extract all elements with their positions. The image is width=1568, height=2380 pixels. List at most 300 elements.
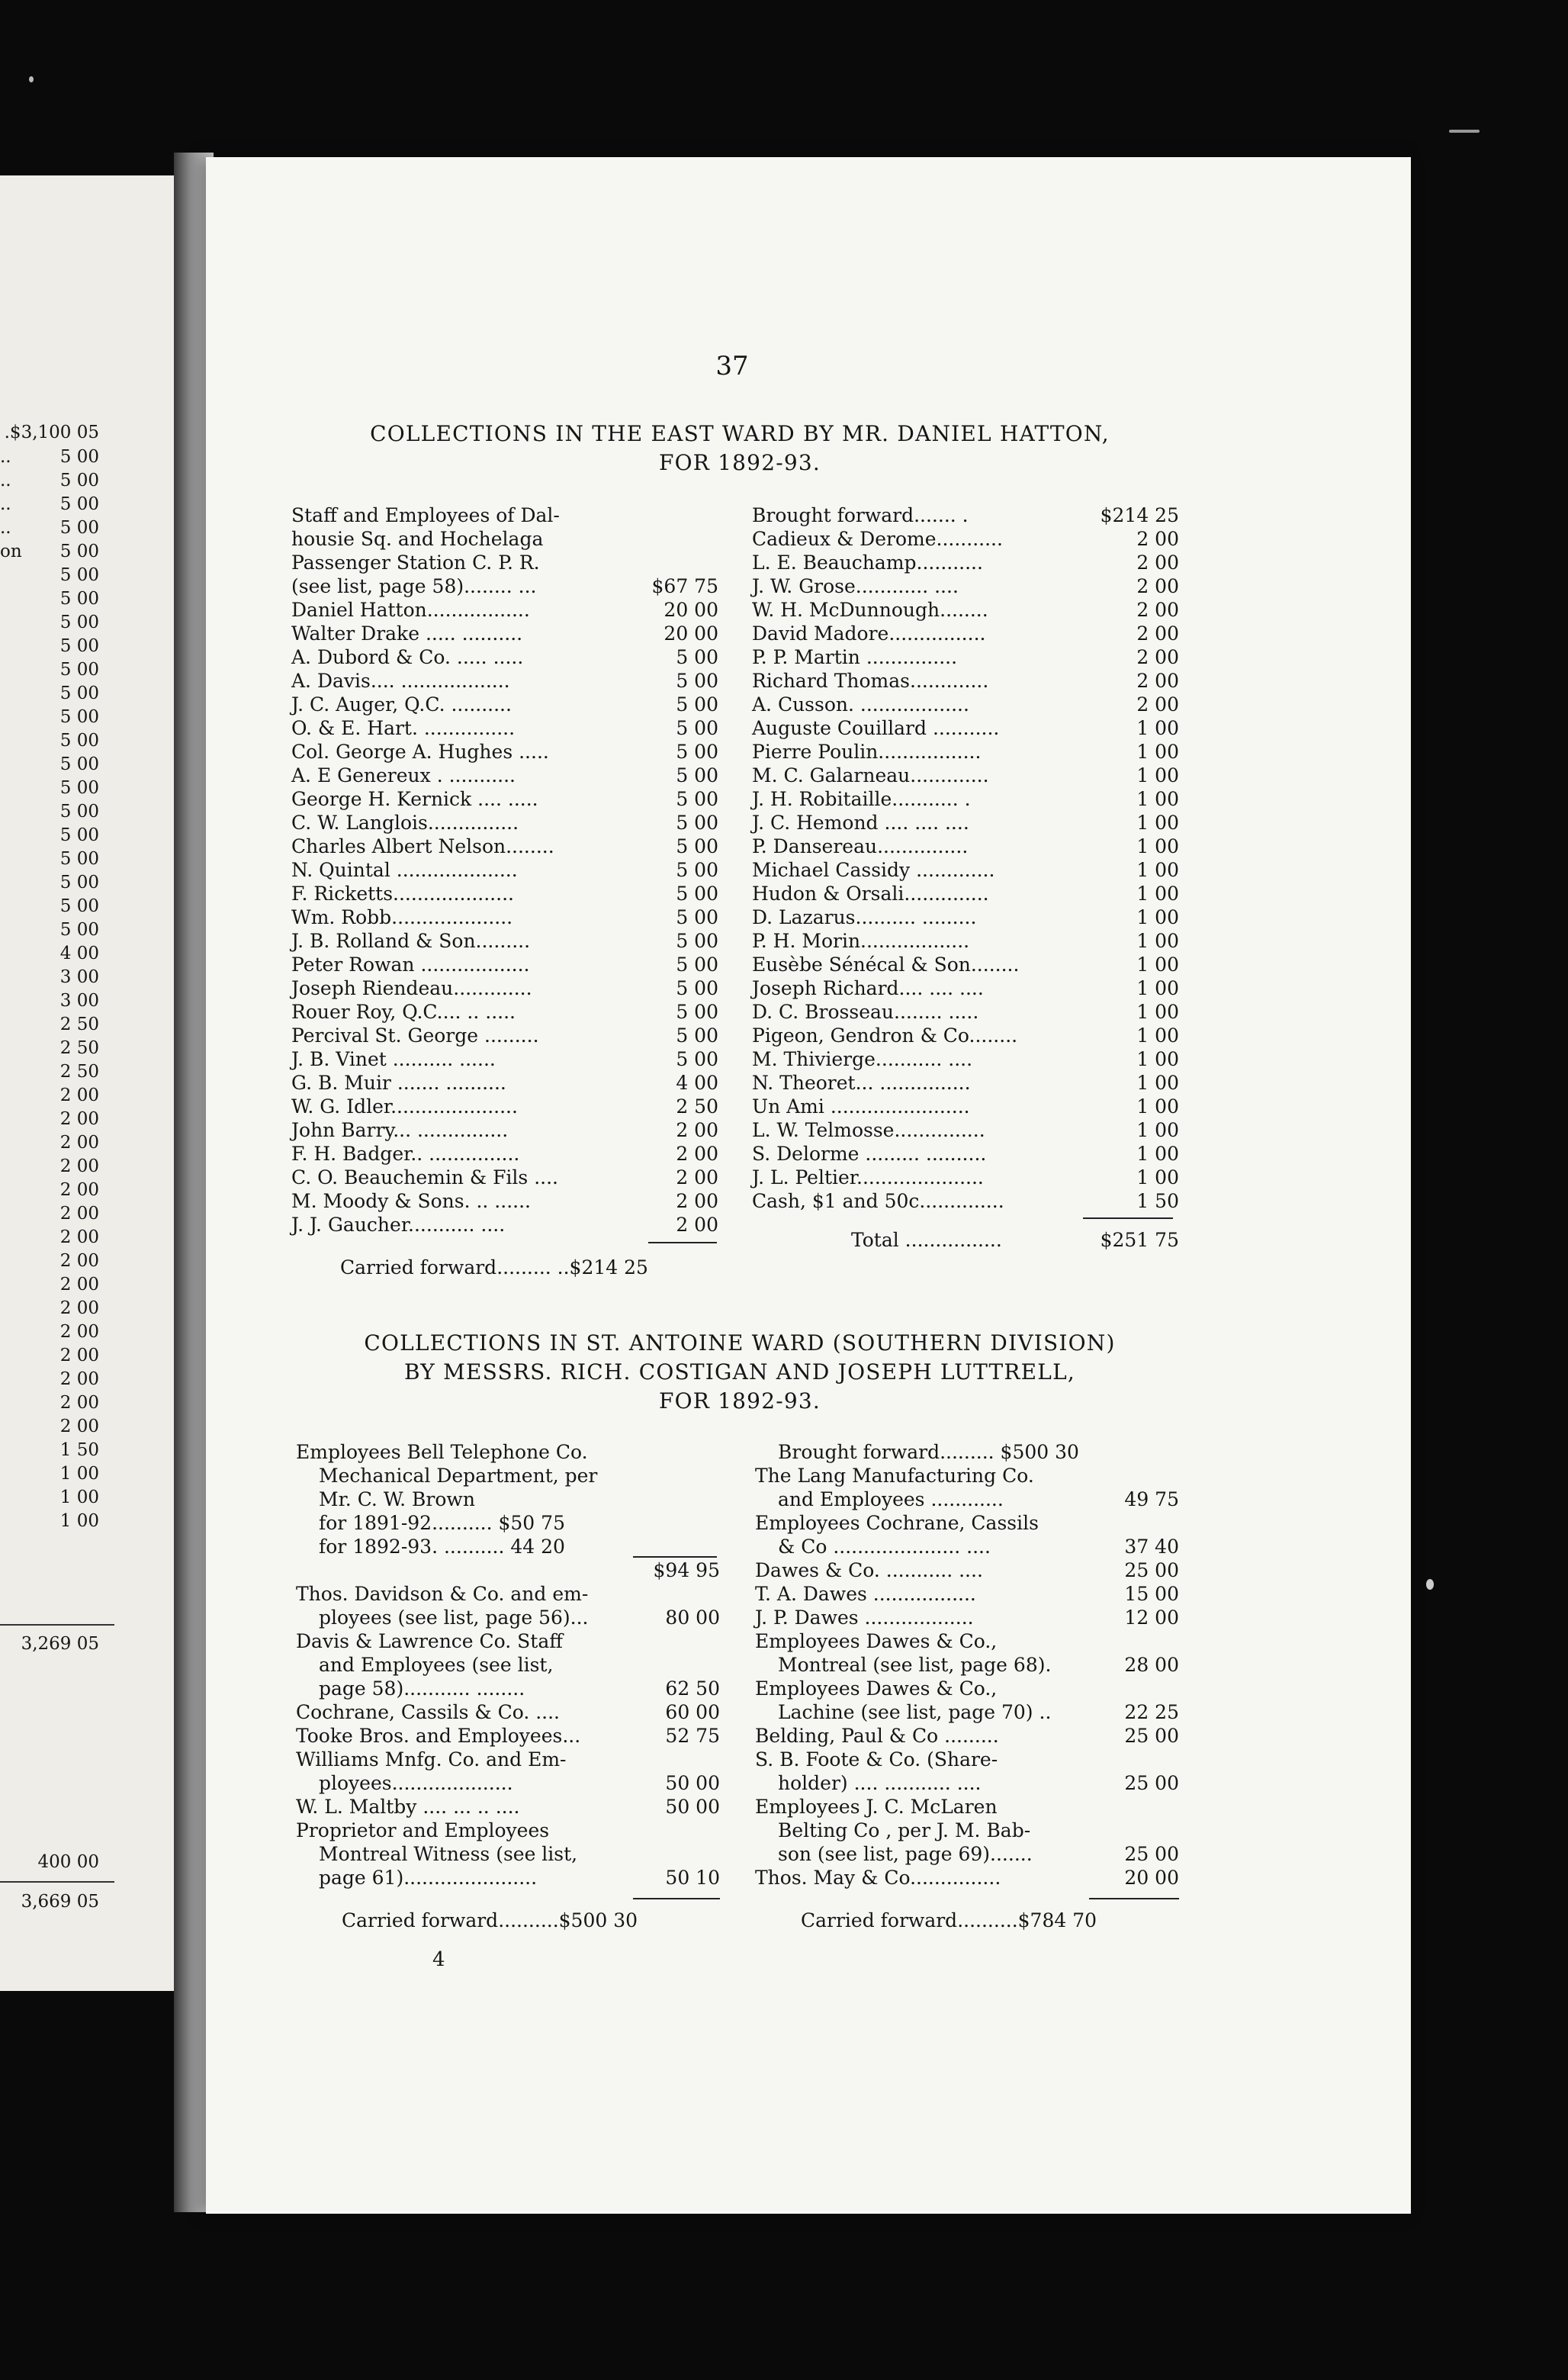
st-antoine-right-column: [755, 1440, 1179, 1890]
east-left-entry-amount: 5 00: [676, 812, 718, 834]
east-left-entry-name: J. B. Vinet .......... ......: [291, 1048, 496, 1070]
east-right-entry-name: Un Ami .......................: [752, 1095, 970, 1118]
east-right-row: [752, 811, 1179, 835]
sa-right-entry-amount: 22 25: [1124, 1701, 1179, 1723]
sa-right-row: [755, 1629, 1179, 1653]
sa-right-entry-name: Dawes & Co. ........... ....: [755, 1559, 983, 1581]
east-right-entry-name: L. W. Telmosse...............: [752, 1119, 985, 1141]
east-right-entry-amount: 1 00: [1136, 954, 1179, 976]
east-right-entry-name: M. Thivierge........... ....: [752, 1048, 973, 1070]
sa-right-entry-name: holder) .... ........... ....: [778, 1772, 982, 1794]
east-right-entry-name: D. Lazarus.......... .........: [752, 906, 977, 928]
east-left-entry-name: A. Dubord & Co. ..... .....: [291, 646, 524, 668]
sa-left-entry-name: Mechanical Department, per: [319, 1465, 598, 1487]
east-right-entry-amount: 2 00: [1136, 528, 1179, 550]
east-left-entry-amount: 5 00: [676, 930, 718, 952]
east-left-entry-name: N. Quintal ....................: [291, 859, 518, 881]
east-left-entry-amount: 5 00: [676, 646, 718, 668]
east-right-entry-name: W. H. McDunnough........: [752, 599, 988, 621]
sa-left-row: [296, 1819, 720, 1842]
left-page-amount: 2 00: [59, 1180, 99, 1200]
sa-left-entry-amount: 60 00: [665, 1701, 720, 1723]
east-right-entry-amount: 1 00: [1136, 1024, 1179, 1047]
east-left-row: [291, 598, 718, 622]
east-left-entry-amount: 5 00: [676, 788, 718, 810]
sa-right-row: [755, 1771, 1179, 1795]
sa-left-row: [296, 1488, 720, 1511]
east-right-row: [752, 693, 1179, 716]
east-left-row: [291, 905, 718, 929]
sa-right-entry-name: Employees Dawes & Co.,: [755, 1630, 998, 1652]
sa-left-row: [296, 1677, 720, 1700]
left-rule-2: [0, 1881, 114, 1883]
east-right-entry-amount: 2 00: [1136, 552, 1179, 574]
east-right-entry-name: J. L. Peltier.....................: [752, 1166, 984, 1188]
east-left-entry-name: Walter Drake ..... ..........: [291, 622, 523, 645]
east-ward-left-carried: [340, 1256, 721, 1279]
east-left-total-rule: [648, 1242, 717, 1243]
sa-left-row: [296, 1464, 720, 1488]
east-right-entry-amount: 1 00: [1136, 1119, 1179, 1141]
sa-left-entry-name: and Employees (see list,: [319, 1654, 554, 1676]
left-page-amount: 2 00: [59, 1275, 99, 1295]
east-left-entry-amount: 5 00: [676, 764, 718, 786]
east-left-entry-name: George H. Kernick .... .....: [291, 788, 538, 810]
east-left-row: [291, 976, 718, 1000]
east-left-row: [291, 574, 718, 598]
east-right-entry-amount: 2 00: [1136, 646, 1179, 668]
sa-right-entry-name: T. A. Dawes .................: [755, 1583, 976, 1605]
east-right-row: [752, 1095, 1179, 1118]
east-right-row: [752, 835, 1179, 858]
left-page-amount: 1 00: [59, 1464, 99, 1484]
left-page-amount: 2 00: [59, 1346, 99, 1365]
east-left-entry-name: Col. George A. Hughes .....: [291, 741, 549, 763]
sa-left-carried-forward: Carried forward..........$500 30: [342, 1909, 638, 1931]
east-left-entry-amount: 5 00: [676, 954, 718, 976]
east-left-entry-name: J. J. Gaucher........... ....: [291, 1214, 506, 1236]
left-page-amount: 5 00: [59, 471, 99, 490]
east-right-row: [752, 574, 1179, 598]
east-left-entry-name: A. E Genereux . ...........: [291, 764, 516, 786]
left-page-amount: 5 00: [59, 660, 99, 680]
sa-left-entry-name: Cochrane, Cassils & Co. ....: [296, 1701, 561, 1723]
east-right-entry-amount: 2 00: [1136, 599, 1179, 621]
previous-page-fragment: [0, 175, 174, 1991]
east-left-entry-amount: 5 00: [676, 835, 718, 857]
left-page-amount: 3 00: [59, 991, 99, 1011]
east-left-row: [291, 811, 718, 835]
east-ward-heading-line2: FOR 1892-93.: [658, 450, 821, 475]
east-left-entry-name: C. O. Beauchemin & Fils ....: [291, 1166, 558, 1188]
left-page-prefix: on: [0, 542, 22, 561]
left-page-amount: 1 00: [59, 1488, 99, 1507]
east-left-row: [291, 1118, 718, 1142]
east-left-entry-name: John Barry... ...............: [291, 1119, 509, 1141]
sa-right-row: [755, 1464, 1179, 1488]
st-antoine-left-carried: [342, 1909, 723, 1932]
left-page-amount: 5 00: [59, 825, 99, 845]
sa-left-entry-name: for 1892-93. .......... 44 20: [319, 1536, 565, 1558]
east-right-entry-amount: 2 00: [1136, 693, 1179, 716]
east-left-entry-name: Percival St. George .........: [291, 1024, 539, 1047]
left-page-amount: 5 00: [59, 636, 99, 656]
sa-left-entry-name: Employees Bell Telephone Co.: [296, 1441, 588, 1463]
sa-right-entry-amount: 20 00: [1124, 1867, 1179, 1889]
sa-right-entry-name: Thos. May & Co...............: [755, 1867, 1001, 1889]
east-left-row: [291, 740, 718, 764]
east-left-entry-name: Charles Albert Nelson........: [291, 835, 554, 857]
left-page-amount: 2 50: [59, 1062, 99, 1082]
east-left-row: [291, 882, 718, 905]
sa-right-entry-name: Belding, Paul & Co .........: [755, 1725, 999, 1747]
east-right-entry-amount: 1 00: [1136, 1001, 1179, 1023]
sa-left-entry-name: Tooke Bros. and Employees...: [296, 1725, 581, 1747]
east-left-entry-amount: 5 00: [676, 693, 718, 716]
east-right-row: [752, 1024, 1179, 1047]
east-left-entry-name: A. Davis.... ..................: [291, 670, 510, 692]
east-left-row: [291, 764, 718, 787]
east-right-entry-name: J. W. Grose............ ....: [752, 575, 959, 597]
left-page-amount: 2 00: [59, 1109, 99, 1129]
east-right-entry-name: Eusèbe Sénécal & Son........: [752, 954, 1020, 976]
sa-left-entry-name: Williams Mnfg. Co. and Em-: [296, 1748, 567, 1771]
sa-right-entry-name: S. B. Foote & Co. (Share-: [755, 1748, 998, 1771]
left-page-amount: 2 00: [59, 1085, 99, 1105]
sa-left-entry-name: W. L. Maltby .... ... .. ....: [296, 1796, 520, 1818]
left-page-amount: 5 00: [59, 896, 99, 916]
east-right-row: [752, 740, 1179, 764]
east-right-row: [752, 645, 1179, 669]
east-left-entry-amount: 2 00: [676, 1119, 718, 1141]
left-page-amount: 5 00: [59, 849, 99, 869]
east-left-entry-amount: 20 00: [664, 599, 718, 621]
sa-right-row: [755, 1440, 1179, 1464]
east-left-entry-amount: 5 00: [676, 859, 718, 881]
east-right-row: [752, 1166, 1179, 1189]
sa-right-row: [755, 1795, 1179, 1819]
folio-mark: 4: [432, 1948, 445, 1971]
st-antoine-right-carried: [801, 1909, 1182, 1932]
page-number: 37: [715, 351, 749, 381]
east-left-entry-amount: 5 00: [676, 977, 718, 999]
east-right-entry-name: Joseph Richard.... .... ....: [752, 977, 984, 999]
sa-right-row: [755, 1653, 1179, 1677]
east-right-entry-name: Pigeon, Gendron & Co........: [752, 1024, 1018, 1047]
east-right-row: [752, 1189, 1179, 1213]
st-antoine-left-column: [296, 1440, 720, 1890]
east-left-entry-amount: 4 00: [676, 1072, 718, 1094]
east-left-entry-name: Staff and Employees of Dal-: [291, 504, 560, 526]
left-page-amount: 5 00: [59, 754, 99, 774]
east-right-entry-name: A. Cusson. ..................: [752, 693, 969, 716]
east-right-entry-amount: 1 00: [1136, 741, 1179, 763]
left-page-amount: 2 00: [59, 1393, 99, 1413]
east-left-entry-amount: 5 00: [676, 741, 718, 763]
sa-right-row: [755, 1606, 1179, 1629]
east-left-entry-amount: 5 00: [676, 717, 718, 739]
sa-left-row: [296, 1866, 720, 1890]
sa-right-entry-name: The Lang Manufacturing Co.: [755, 1465, 1034, 1487]
east-left-entry-name: G. B. Muir ....... ..........: [291, 1072, 506, 1094]
east-right-entry-name: P. P. Martin ...............: [752, 646, 958, 668]
east-left-entry-name: Rouer Roy, Q.C.... .. .....: [291, 1001, 516, 1023]
east-right-entry-amount: 1 00: [1136, 1166, 1179, 1188]
sa-right-entry-amount: 49 75: [1124, 1488, 1179, 1510]
east-right-entry-amount: 2 00: [1136, 575, 1179, 597]
left-page-amount: 4 00: [59, 944, 99, 963]
east-right-row: [752, 1118, 1179, 1142]
east-left-entry-name: Joseph Riendeau.............: [291, 977, 532, 999]
sa-right-row: [755, 1677, 1179, 1700]
east-left-entry-name: F. H. Badger.. ...............: [291, 1143, 520, 1165]
east-right-entry-amount: 1 00: [1136, 930, 1179, 952]
left-page-amount: 2 00: [59, 1251, 99, 1271]
sa-right-row: [755, 1842, 1179, 1866]
east-left-row: [291, 1024, 718, 1047]
east-right-row: [752, 764, 1179, 787]
east-left-row: [291, 858, 718, 882]
east-left-entry-name: Peter Rowan ..................: [291, 954, 530, 976]
sa-right-entry-name: Employees Dawes & Co.,: [755, 1677, 998, 1700]
east-left-entry-amount: 5 00: [676, 1001, 718, 1023]
left-rule: [0, 1624, 114, 1626]
sa-left-entry-name: Proprietor and Employees: [296, 1819, 550, 1841]
east-right-row: [752, 669, 1179, 693]
sa-right-entry-amount: 28 00: [1124, 1654, 1179, 1676]
east-right-entry-amount: 1 00: [1136, 1048, 1179, 1070]
sa-right-entry-amount: 37 40: [1124, 1536, 1179, 1558]
sa-left-entry-amount: 80 00: [665, 1606, 720, 1629]
east-right-entry-name: David Madore................: [752, 622, 986, 645]
sa-right-row: [755, 1488, 1179, 1511]
left-extra: 400 00: [37, 1852, 99, 1872]
east-left-row: [291, 953, 718, 976]
sa-right-entry-name: Lachine (see list, page 70) ..: [778, 1701, 1052, 1723]
east-right-entry-amount: 1 00: [1136, 977, 1179, 999]
east-right-row: [752, 953, 1179, 976]
left-page-amount: 5 00: [59, 518, 99, 538]
east-right-row: [752, 905, 1179, 929]
left-page-amount: 5 00: [59, 494, 99, 514]
sa-left-row: [296, 1511, 720, 1535]
left-page-amount: 5 00: [59, 542, 99, 561]
east-left-row: [291, 527, 718, 551]
sa-left-entry-name: page 61)......................: [319, 1867, 538, 1889]
sa-left-row: [296, 1700, 720, 1724]
left-page-prefix: ..: [0, 518, 11, 538]
st-antoine-heading: [290, 1329, 1190, 1416]
east-right-entry-name: D. C. Brosseau........ .....: [752, 1001, 979, 1023]
sa-right-entry-name: J. P. Dawes ..................: [755, 1606, 974, 1629]
sa-right-entry-name: Brought forward......... $500 30: [778, 1441, 1079, 1463]
east-right-entry-amount: 1 00: [1136, 812, 1179, 834]
sa-right-entry-name: and Employees ............: [778, 1488, 1004, 1510]
left-top-amount: .$3,100 05: [4, 423, 99, 442]
east-left-entry-amount: 2 00: [676, 1190, 718, 1212]
left-page-amount: 2 00: [59, 1369, 99, 1389]
sa-right-row: [755, 1511, 1179, 1535]
left-page-amount: 5 00: [59, 565, 99, 585]
east-right-entry-name: Michael Cassidy .............: [752, 859, 995, 881]
sa-left-entry-name: Thos. Davidson & Co. and em-: [296, 1583, 589, 1605]
east-right-entry-name: Cash, $1 and 50c..............: [752, 1190, 1004, 1212]
sa-right-row: [755, 1819, 1179, 1842]
east-left-entry-name: housie Sq. and Hochelaga: [291, 528, 544, 550]
scan-speck: [1449, 130, 1480, 133]
east-right-row: [752, 551, 1179, 574]
east-right-entry-name: P. Dansereau...............: [752, 835, 969, 857]
east-left-row: [291, 1142, 718, 1166]
east-right-entry-name: Cadieux & Derome...........: [752, 528, 1003, 550]
east-left-row: [291, 1166, 718, 1189]
east-right-row: [752, 976, 1179, 1000]
east-left-row: [291, 1213, 718, 1237]
left-page-prefix: ..: [0, 447, 11, 467]
left-page-amount: 2 00: [59, 1133, 99, 1153]
east-left-entry-name: F. Ricketts....................: [291, 883, 514, 905]
east-right-entry-name: M. C. Galarneau.............: [752, 764, 989, 786]
east-left-row: [291, 1095, 718, 1118]
east-left-entry-name: Daniel Hatton.................: [291, 599, 530, 621]
east-right-entry-amount: 2 00: [1136, 622, 1179, 645]
east-left-entry-name: Passenger Station C. P. R.: [291, 552, 540, 574]
sa-left-entry-name: ployees....................: [319, 1772, 513, 1794]
east-right-row: [752, 858, 1179, 882]
scan-speck: [29, 76, 34, 82]
east-right-entry-name: Hudon & Orsali..............: [752, 883, 989, 905]
left-page-amount: 3 00: [59, 967, 99, 987]
left-page-amount: 5 00: [59, 873, 99, 892]
left-page-amount: 5 00: [59, 778, 99, 798]
east-right-entry-name: P. H. Morin..................: [752, 930, 970, 952]
sa-left-entry-name: Montreal Witness (see list,: [319, 1843, 578, 1865]
sa-right-entry-amount: 25 00: [1124, 1725, 1179, 1747]
east-right-row: [752, 622, 1179, 645]
east-left-row: [291, 622, 718, 645]
east-left-carried-forward: Carried forward......... ..$214 25: [340, 1256, 648, 1278]
sa-right-entry-name: Employees J. C. McLaren: [755, 1796, 998, 1818]
sa-left-total-rule: [633, 1898, 720, 1899]
sa-right-entry-name: son (see list, page 69).......: [778, 1843, 1033, 1865]
scan-speck: [1426, 1579, 1434, 1590]
east-right-entry-amount: 1 00: [1136, 1143, 1179, 1165]
sa-right-entry-amount: 25 00: [1124, 1772, 1179, 1794]
sa-left-row: [296, 1629, 720, 1653]
sa-left-row: [296, 1582, 720, 1606]
east-right-entry-name: N. Theoret... ...............: [752, 1072, 971, 1094]
sa-left-row: [296, 1771, 720, 1795]
east-right-entry-name: Richard Thomas.............: [752, 670, 989, 692]
sa-right-total-rule: [1089, 1898, 1179, 1899]
east-left-entry-name: M. Moody & Sons. .. ......: [291, 1190, 531, 1212]
east-right-entry-amount: 1 00: [1136, 883, 1179, 905]
east-right-entry-name: L. E. Beauchamp...........: [752, 552, 983, 574]
sa-left-row: [296, 1842, 720, 1866]
east-left-entry-amount: 5 00: [676, 1048, 718, 1070]
left-page-amount: 2 00: [59, 1298, 99, 1318]
east-ward-heading-line1: COLLECTIONS IN THE EAST WARD BY MR. DANIEL HATTON,: [370, 421, 1110, 446]
east-left-row: [291, 645, 718, 669]
east-ward-right-column: [752, 503, 1179, 1213]
east-left-entry-amount: 5 00: [676, 883, 718, 905]
left-page-amount: 2 00: [59, 1156, 99, 1176]
east-left-row: [291, 1000, 718, 1024]
east-right-entry-name: J. H. Robitaille........... .: [752, 788, 971, 810]
east-left-entry-name: (see list, page 58)........ ...: [291, 575, 537, 597]
sa-right-entry-name: Belting Co , per J. M. Bab-: [778, 1819, 1031, 1841]
east-left-entry-amount: $67 75: [651, 575, 718, 597]
previous-page-amounts: [0, 175, 114, 1991]
east-left-entry-amount: 2 00: [676, 1166, 718, 1188]
sa-right-carried-forward: Carried forward..........$784 70: [801, 1909, 1097, 1931]
left-page-amount: 2 00: [59, 1322, 99, 1342]
sa-left-row: [296, 1795, 720, 1819]
st-antoine-heading-line3: FOR 1892-93.: [658, 1388, 821, 1414]
east-right-row: [752, 1142, 1179, 1166]
east-right-entry-amount: 1 00: [1136, 835, 1179, 857]
sa-left-entry-amount: 62 50: [665, 1677, 720, 1700]
left-page-amount: 5 00: [59, 447, 99, 467]
east-right-entry-amount: 1 00: [1136, 788, 1179, 810]
left-page-amount: 5 00: [59, 731, 99, 751]
left-page-amount: 1 50: [59, 1440, 99, 1460]
st-antoine-heading-line2: BY MESSRS. RICH. COSTIGAN AND JOSEPH LUTTRELL,: [404, 1359, 1075, 1385]
east-left-row: [291, 693, 718, 716]
east-right-row: [752, 882, 1179, 905]
east-right-entry-amount: $214 25: [1100, 504, 1179, 526]
east-left-row: [291, 929, 718, 953]
east-left-entry-amount: 5 00: [676, 906, 718, 928]
east-right-entry-amount: 1 00: [1136, 717, 1179, 739]
east-right-entry-name: Auguste Couillard ...........: [752, 717, 1000, 739]
east-right-entry-amount: 1 00: [1136, 764, 1179, 786]
east-right-entry-amount: 1 00: [1136, 906, 1179, 928]
sa-left-entry-amount: 50 10: [665, 1867, 720, 1889]
sa-right-row: [755, 1582, 1179, 1606]
left-page-prefix: ..: [0, 494, 11, 514]
sa-left-entry-name: Mr. C. W. Brown: [319, 1488, 475, 1510]
sa-left-entry-amount: 52 75: [665, 1725, 720, 1747]
sa-right-entry-name: & Co ..................... ....: [778, 1536, 991, 1558]
sa-right-entry-amount: 25 00: [1124, 1843, 1179, 1865]
east-left-row: [291, 1047, 718, 1071]
east-left-entry-amount: 5 00: [676, 1024, 718, 1047]
east-left-entry-name: J. C. Auger, Q.C. ..........: [291, 693, 512, 716]
sa-right-entry-amount: 25 00: [1124, 1559, 1179, 1581]
left-page-amount: 5 00: [59, 589, 99, 609]
east-right-row: [752, 1000, 1179, 1024]
east-left-entry-name: Wm. Robb....................: [291, 906, 513, 928]
sa-left-row: [296, 1653, 720, 1677]
sa-right-entry-name: Employees Cochrane, Cassils: [755, 1512, 1039, 1534]
sa-left-entry-amount: 50 00: [665, 1796, 720, 1818]
east-right-entry-amount: 1 00: [1136, 1072, 1179, 1094]
east-left-row: [291, 835, 718, 858]
east-total-row: [851, 1228, 1179, 1252]
east-left-row: [291, 716, 718, 740]
east-right-row: [752, 1047, 1179, 1071]
east-right-total-rule: [1083, 1217, 1173, 1219]
east-left-entry-amount: 2 50: [676, 1095, 718, 1118]
left-page-amount: 2 00: [59, 1204, 99, 1224]
east-right-row: [752, 598, 1179, 622]
east-left-entry-name: O. & E. Hart. ...............: [291, 717, 516, 739]
sa-right-row: [755, 1700, 1179, 1724]
east-right-row: [752, 503, 1179, 527]
sa-right-row: [755, 1724, 1179, 1748]
east-left-row: [291, 1189, 718, 1213]
